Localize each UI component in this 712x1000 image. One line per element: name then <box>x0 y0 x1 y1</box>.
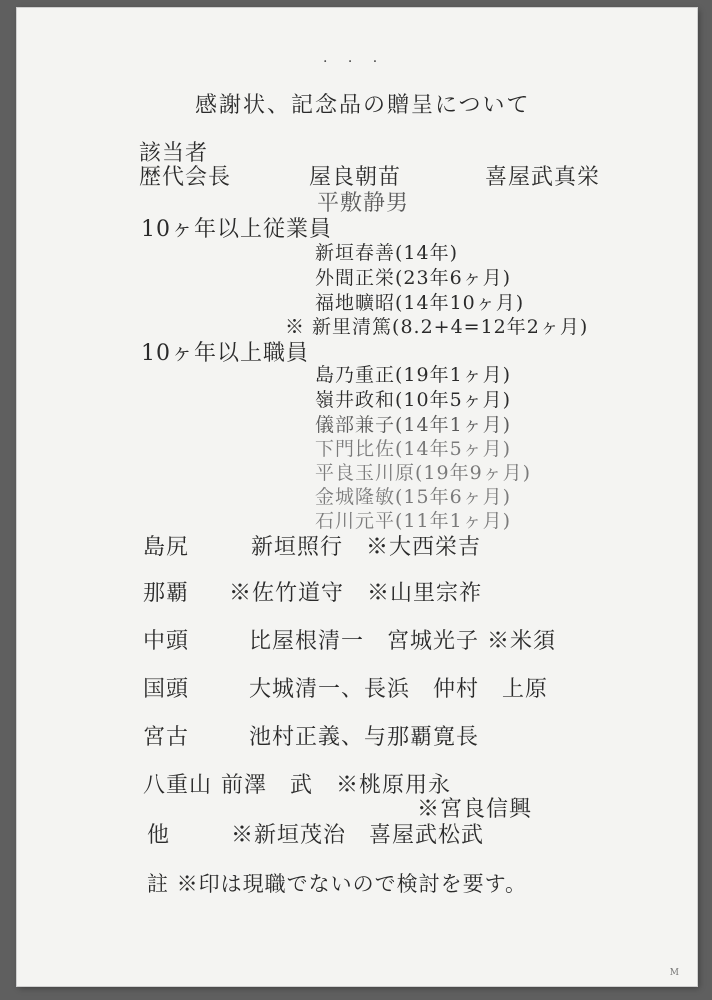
staff2-item-3: 儀部兼子(14年1ヶ月) <box>315 414 512 436</box>
region-people-7: ※宮良信興 <box>417 797 533 822</box>
region-people-1: 新垣照行 ※大西栄吉 <box>251 535 482 560</box>
staff2-item-6: 金城隆敏(15年6ヶ月) <box>315 486 512 508</box>
region-people-6: 前澤 武 ※桃原用永 <box>221 773 452 798</box>
staff2-item-4: 下門比佐(14年5ヶ月) <box>315 438 512 460</box>
top-dots: · · · <box>323 54 386 70</box>
region-people-5: 池村正義、与那覇寛長 <box>249 725 480 750</box>
region-name-5: 宮古 <box>143 725 190 750</box>
footnote: 註 ※印は現職でないので検討を要す。 <box>147 872 527 896</box>
president-name-3: 平敷静男 <box>317 191 410 216</box>
header-label: 該当者 <box>139 141 209 166</box>
president-name-1: 屋良朝苗 <box>309 165 402 190</box>
staff-item-1: 新垣春善(14年) <box>315 242 459 264</box>
region-people-3: 比屋根清一 宮城光子 ※米須 <box>249 629 556 654</box>
document-sheet <box>17 8 697 986</box>
staff-item-3: 福地曠昭(14年10ヶ月) <box>315 292 525 314</box>
staff-label: 10ヶ年以上従業員 <box>141 217 332 242</box>
region-people-4: 大城清一、長浜 仲村 上原 <box>249 677 549 702</box>
region-name-4: 国頭 <box>143 677 190 702</box>
president-name-2: 喜屋武真栄 <box>485 165 601 190</box>
staff-item-2: 外間正栄(23年6ヶ月) <box>315 267 512 289</box>
document-title: 感謝状、記念品の贈呈について <box>195 93 531 118</box>
staff2-label: 10ヶ年以上職員 <box>141 341 309 366</box>
staff2-item-2: 嶺井政和(10年5ヶ月) <box>315 389 512 411</box>
region-name-2: 那覇 <box>143 581 190 606</box>
former-presidents-label: 歴代会長 <box>139 165 232 190</box>
corner-mark: M <box>669 968 679 978</box>
staff2-item-7: 石川元平(11年1ヶ月) <box>315 510 512 532</box>
staff-item-4: ※ 新里清篤(8.2+4=12年2ヶ月) <box>285 316 589 338</box>
region-name-8: 他 <box>147 823 171 848</box>
region-name-3: 中頭 <box>143 629 190 654</box>
region-name-1: 島尻 <box>143 535 190 560</box>
staff2-item-5: 平良玉川原(19年9ヶ月) <box>315 462 532 484</box>
region-people-2: ※佐竹道守 ※山里宗祚 <box>229 581 483 606</box>
staff2-item-1: 島乃重正(19年1ヶ月) <box>315 364 512 386</box>
region-name-6: 八重山 <box>143 773 213 798</box>
region-people-8: ※新垣茂治 喜屋武松武 <box>231 823 485 848</box>
